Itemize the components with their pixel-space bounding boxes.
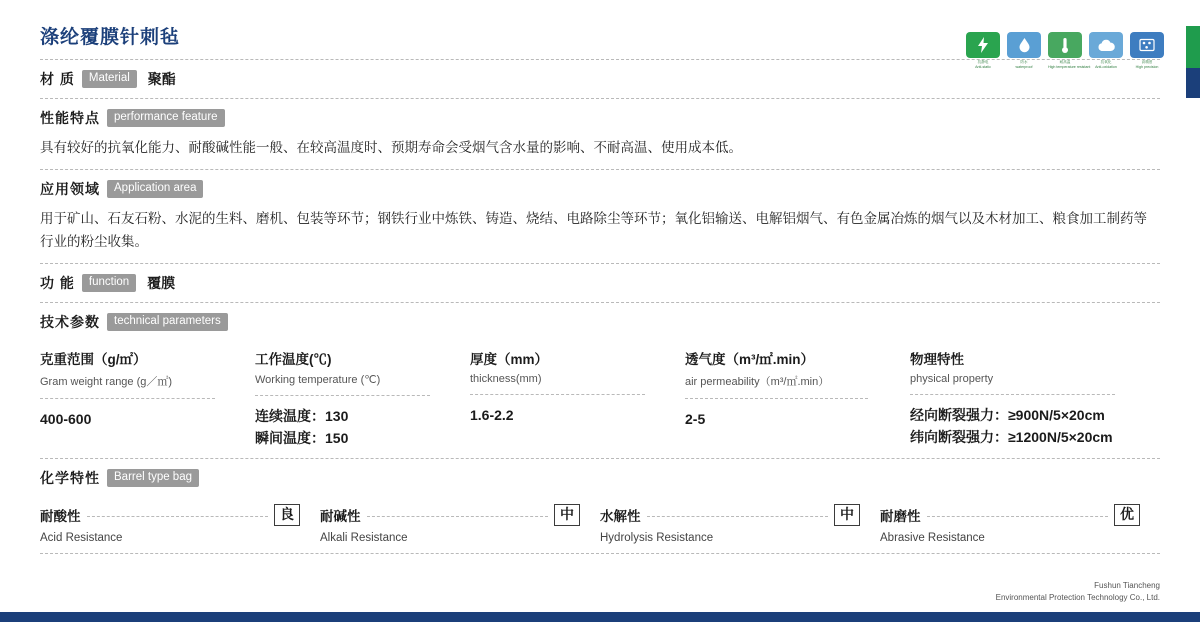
tech-value — [40, 409, 243, 431]
edge-decoration-blue — [1186, 68, 1200, 98]
chem-label-en: Abrasive Resistance — [880, 532, 985, 545]
caption-cn: 高精度 — [1141, 60, 1153, 64]
divider — [40, 98, 1160, 99]
chem-label-en: Alkali Resistance — [320, 532, 408, 545]
section-label-cn: 技术参数 — [40, 313, 100, 330]
application-area-text: 用于矿山、石友石粉、水泥的生料、磨机、包装等环节；钢铁行业中炼铁、铸造、烧结、电路除尘等环节；氧化铝输送、电解铝烟气、有色金属冶炼的烟气以及木材加工、粮食加工制药等行业的粉尘收集。 — [40, 210, 1147, 250]
section-label-cn: 化学特性 — [40, 470, 100, 487]
chem-item-top — [600, 504, 860, 526]
divider — [685, 398, 868, 399]
divider — [40, 302, 1160, 303]
tech-value-line: 400-600 — [40, 410, 92, 427]
tech-value — [470, 405, 673, 427]
footer-line-2: Environmental Protection Technology Co., Ltd. — [995, 593, 1160, 602]
tech-header-en: Gram weight range (g／㎡) — [40, 375, 173, 388]
section-performance-feature — [40, 108, 1160, 128]
tech-value-line: 经向断裂强力：≥900N/5×20cm — [910, 406, 1105, 423]
function-value: 覆膜 — [147, 274, 176, 291]
tech-value-line: 2-5 — [685, 410, 706, 427]
tech-column-thickness — [470, 348, 685, 449]
divider — [927, 516, 1109, 517]
bottom-bar — [0, 612, 1200, 622]
tech-column-air-permeability — [685, 348, 910, 449]
divider — [255, 395, 430, 396]
section-label-cn: 性能特点 — [40, 110, 100, 126]
divider — [40, 59, 1160, 60]
tech-header-cn: 厚度（mm） — [470, 351, 549, 367]
chem-label-cn: 耐酸性 — [40, 509, 81, 525]
section-label-en: Barrel type bag — [107, 469, 199, 487]
caption-cn: 抗静电 — [977, 60, 989, 64]
tech-value — [685, 409, 898, 431]
divider — [40, 398, 215, 399]
chem-item-abrasive-resistance — [880, 504, 1160, 544]
chem-item-alkali-resistance — [320, 504, 600, 544]
section-technical-parameters — [40, 312, 1160, 332]
section-label-cn: 材 质 — [40, 71, 75, 87]
tech-column-gram-weight — [40, 348, 255, 449]
company-footer — [996, 580, 1160, 604]
chem-item-top — [320, 504, 580, 526]
chem-label-en: Hydrolysis Resistance — [600, 532, 714, 545]
divider — [367, 516, 549, 517]
caption-en: Anti-static — [975, 64, 991, 69]
chem-item-top — [40, 504, 300, 526]
footer-line-1: Fushun Tiancheng — [1094, 581, 1160, 590]
chem-grade-badge: 中 — [834, 504, 860, 526]
section-application-area — [40, 179, 1160, 199]
tech-value-line: 纬向断裂强力：≥1200N/5×20cm — [910, 428, 1113, 445]
divider — [40, 169, 1160, 170]
chem-item-hydrolysis-resistance — [600, 504, 880, 544]
caption-cn: 防水 — [1020, 60, 1028, 64]
chem-grade-badge: 良 — [274, 504, 300, 526]
section-chemical-characteristics — [40, 468, 1160, 488]
section-label-cn: 应用领域 — [40, 180, 100, 197]
section-label-en: function — [82, 274, 136, 292]
divider — [40, 458, 1160, 459]
chem-item-acid-resistance — [40, 504, 320, 544]
divider — [40, 553, 1160, 554]
section-function — [40, 273, 1160, 293]
divider — [647, 516, 829, 517]
edge-decoration-green — [1186, 26, 1200, 68]
section-label-en: performance feature — [107, 109, 225, 127]
tech-header-en: air permeability（m³/㎡.min） — [685, 375, 830, 388]
tech-value-line: 1.6-2.2 — [470, 406, 514, 423]
divider — [910, 394, 1115, 395]
tech-value-line: 瞬间温度：150 — [255, 429, 349, 446]
tech-header-cn: 透气度（m³/㎡.min） — [685, 351, 815, 367]
performance-feature-text: 具有较好的抗氧化能力、耐酸碱性能一般、在较高温度时、预期寿命会受烟气含水量的影响、不耐高温、使用成本低。 — [40, 140, 742, 155]
section-label-en: Material — [82, 70, 137, 88]
caption-cn: 抗氧化 — [1100, 60, 1112, 64]
section-label-en: Application area — [107, 180, 203, 198]
tech-value-line: 连续温度：130 — [255, 407, 349, 424]
chemical-characteristics-grid — [40, 504, 1160, 544]
tech-header-en: physical property — [910, 372, 994, 385]
divider — [40, 263, 1160, 264]
caption-en: High precision — [1135, 64, 1159, 69]
tech-column-physical-property — [910, 348, 1160, 449]
chem-label-cn: 耐磨性 — [880, 509, 921, 525]
chem-label-cn: 水解性 — [600, 509, 641, 525]
section-label-cn: 功 能 — [40, 274, 75, 291]
caption-en: Anti-oxidation — [1095, 64, 1117, 69]
tech-header-en: Working temperature (℃) — [255, 373, 381, 386]
tech-value — [910, 405, 1148, 448]
caption-cn: 耐高温 — [1059, 60, 1071, 64]
caption-en: waterproof — [1015, 64, 1033, 69]
document-content — [40, 22, 1160, 554]
chem-item-top — [880, 504, 1140, 526]
section-label-en: technical parameters — [107, 313, 228, 331]
chem-grade-badge: 中 — [554, 504, 580, 526]
technical-parameters-grid — [40, 348, 1160, 449]
material-value: 聚酯 — [147, 71, 176, 87]
tech-column-working-temperature — [255, 348, 470, 449]
tech-header-en: thickness(mm) — [470, 372, 542, 385]
section-material — [40, 69, 1160, 89]
divider — [470, 394, 645, 395]
tech-header-cn: 物理特性 — [910, 351, 964, 367]
tech-header-cn: 工作温度(℃) — [255, 351, 332, 367]
chem-label-cn: 耐碱性 — [320, 509, 361, 525]
caption-en: High temperature resistant — [1048, 64, 1091, 69]
tech-value — [255, 406, 458, 449]
chem-label-en: Acid Resistance — [40, 532, 123, 545]
tech-header-cn: 克重范围（g/㎡） — [40, 351, 147, 367]
divider — [87, 516, 269, 517]
chem-grade-badge: 优 — [1114, 504, 1140, 526]
page-title: 涤纶覆膜针刺毡 — [40, 27, 181, 48]
